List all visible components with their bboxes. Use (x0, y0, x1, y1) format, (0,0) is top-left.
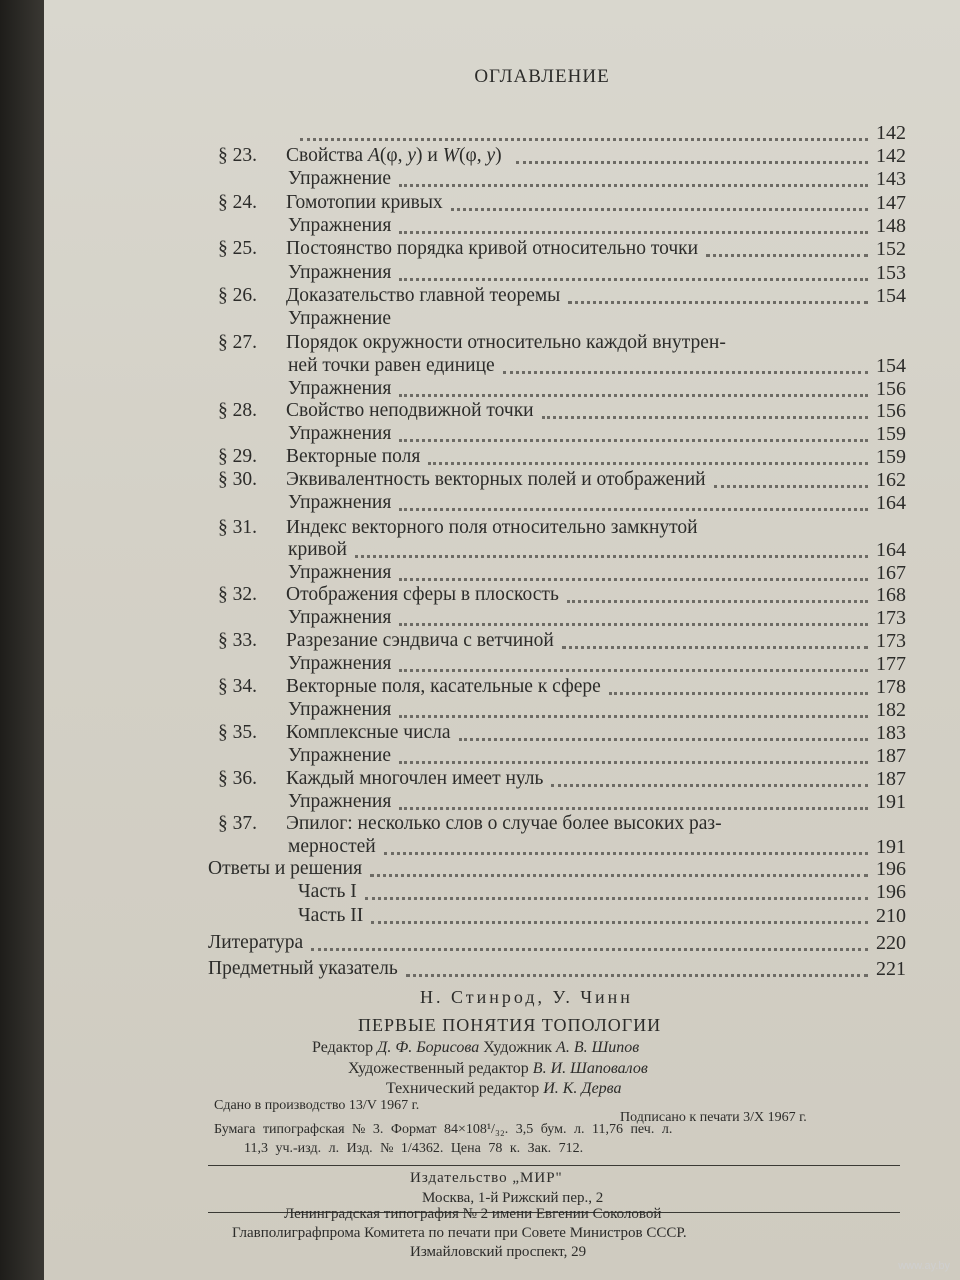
print-paper-format: Бумага типографская № 3. Формат 84×108¹/₃₂. 3,5 бум. л. 11,76 печ. л. (214, 1122, 673, 1137)
toc-entry-title: Доказательство главной теоремы (286, 285, 561, 306)
toc-page-number: 142 (876, 122, 906, 144)
toc-leader-dots (568, 279, 868, 304)
toc-page-number: 221 (876, 958, 906, 980)
toc-leader-dots (459, 716, 868, 741)
toc-page-number: 147 (876, 192, 906, 214)
colophon-authors: Н. Стинрод, У. Чинн (420, 987, 633, 1007)
toc-page-number: 187 (876, 768, 906, 790)
printer-line-2: Главполиграфпрома Комитета по печати при Совете Министров СССР. (232, 1225, 687, 1241)
toc-page-number: 167 (876, 562, 906, 584)
toc-page-number: 196 (876, 881, 906, 903)
toc-entry-title: Упражнение (288, 168, 392, 189)
toc-leader-dots (399, 209, 868, 234)
toc-page-number: 154 (876, 285, 906, 307)
toc-leader-dots (516, 139, 868, 164)
toc-page-number: 159 (876, 446, 906, 468)
toc-page-number: 183 (876, 722, 906, 744)
toc-leader-dots (567, 578, 868, 603)
toc-entry-title: Гомотопии кривых (286, 192, 443, 213)
toc-entry-title: Порядок окружности относительно каждой внутрен- (286, 332, 726, 353)
toc-section-number: § 23. (218, 145, 257, 166)
toc-entry-title: Упражнения (288, 262, 392, 283)
toc-entry-title: Предметный указатель (208, 958, 398, 979)
toc-leader-dots (355, 533, 868, 558)
toc-leader-dots (406, 952, 868, 977)
toc-entry-title: Упражнения (288, 699, 392, 720)
toc-leader-dots (428, 440, 868, 465)
printer-line-3: Измайловский проспект, 29 (410, 1244, 587, 1260)
toc-entry (0, 932, 960, 954)
toc-page-number: 164 (876, 492, 906, 514)
toc-entry-title: Свойства A(φ, y) и W(φ, y) (286, 145, 502, 166)
toc-leader-dots (311, 926, 868, 951)
toc-section-number: § 36. (218, 768, 257, 789)
toc-entry-title: мерностей (288, 836, 376, 857)
colophon-editor (312, 1039, 639, 1057)
toc-page-number: 162 (876, 469, 906, 491)
toc-section-number: § 29. (218, 446, 257, 467)
toc-entry-title: Разрезание сэндвича с ветчиной (286, 630, 554, 651)
toc-entry-title: Упражнения (288, 423, 392, 444)
toc-section-number: § 27. (218, 332, 257, 353)
toc-entry-title: Упражнения (288, 653, 392, 674)
toc-entry-title: Эпилог: несколько слов о случае более высоких раз- (286, 813, 722, 834)
toc-section-number: § 37. (218, 813, 257, 834)
toc-page-number: 191 (876, 791, 906, 813)
toc-leader-dots (399, 162, 868, 187)
toc-entry (0, 905, 960, 927)
toc-page-number: 191 (876, 836, 906, 858)
art-editor-label: Художественный редактор (348, 1060, 529, 1077)
toc-section-number: § 33. (218, 630, 257, 651)
toc-entry-title: Упражнение (288, 745, 392, 766)
toc-leader-dots (399, 693, 868, 718)
toc-leader-dots (714, 463, 868, 488)
toc-leader-dots (399, 739, 868, 764)
toc-entry-title: Литература (208, 932, 304, 953)
toc-page-number: 154 (876, 355, 906, 377)
toc-entry-title: Упражнения (288, 378, 392, 399)
printer-line-1: Ленинградская типография № 2 имени Евгении Соколовой (284, 1206, 662, 1222)
toc-section-number: § 30. (218, 469, 257, 490)
toc-leader-dots (551, 762, 868, 787)
toc-section-number: § 26. (218, 285, 257, 306)
toc-leader-dots (399, 417, 868, 442)
toc-page-number: 182 (876, 699, 906, 721)
toc-section-number: § 32. (218, 584, 257, 605)
toc-page-number: 143 (876, 168, 906, 190)
toc-entry-title: Каждый многочлен имеет нуль (286, 768, 544, 789)
toc-leader-dots (300, 116, 868, 141)
toc-entry-title: Упражнение (288, 308, 392, 329)
toc-leader-dots (399, 486, 868, 511)
toc-leader-dots (399, 601, 868, 626)
toc-page-number: 177 (876, 653, 906, 675)
colophon-divider-top (208, 1165, 900, 1166)
toc-entry (0, 308, 960, 330)
toc-leader-dots (399, 256, 868, 281)
toc-leader-dots (706, 232, 868, 257)
toc-section-number: § 35. (218, 722, 257, 743)
toc-heading: ОГЛАВЛЕНИЕ (474, 66, 610, 87)
toc-page-number: 187 (876, 745, 906, 767)
artist-label: Художник (483, 1039, 553, 1056)
toc-leader-dots (503, 349, 868, 374)
toc-entry (0, 492, 960, 514)
toc-section-number: § 25. (218, 238, 257, 259)
colophon-tech-editor (386, 1080, 622, 1098)
toc-page-number: 210 (876, 905, 906, 927)
toc-entry (0, 791, 960, 813)
toc-leader-dots (399, 785, 868, 810)
publisher-address: Москва, 1-й Рижский пер., 2 (422, 1190, 604, 1206)
toc-entry-title: Упражнения (288, 492, 392, 513)
toc-entry-title: ней точки равен единице (288, 355, 495, 376)
toc-entry-title: Упражнения (288, 215, 392, 236)
toc-page-number: 152 (876, 238, 906, 260)
toc-entry-title: Упражнения (288, 562, 392, 583)
toc-entry-title: Упражнения (288, 791, 392, 812)
toc-page-number: 159 (876, 423, 906, 445)
toc-page-number: 164 (876, 539, 906, 561)
tech-editor-label: Технический редактор (386, 1080, 540, 1097)
toc-entry-title: Часть II (298, 905, 364, 926)
toc-page-number: 148 (876, 215, 906, 237)
toc-page-number: 196 (876, 858, 906, 880)
toc-entry-title: Векторные поля, касательные к сфере (286, 676, 601, 697)
print-edition-info: 11,3 уч.-изд. л. Изд. № 1/4362. Цена 78 к. Зак. 712. (244, 1141, 584, 1156)
toc-leader-dots (609, 670, 868, 695)
toc-entry-title: Упражнения (288, 607, 392, 628)
toc-entry-title: Индекс векторного поля относительно замкнутой (286, 517, 698, 538)
toc-page-number: 153 (876, 262, 906, 284)
toc-leader-dots (562, 624, 868, 649)
toc-entry-title: Отображения сферы в плоскость (286, 584, 559, 605)
artist-name: А. В. Шипов (556, 1039, 640, 1056)
toc-leader-dots (370, 852, 868, 877)
toc-entry (0, 285, 960, 307)
toc-page-number: 220 (876, 932, 906, 954)
toc-entry-title: Комплексные числа (286, 722, 451, 743)
toc-entry-title: Свойство неподвижной точки (286, 400, 534, 421)
toc-entry-title: кривой (288, 539, 347, 560)
print-date-submitted: Сдано в производство 13/V 1967 г. (214, 1098, 420, 1113)
editor-name: Д. Ф. Борисова (377, 1039, 480, 1056)
toc-leader-dots (542, 394, 868, 419)
print-date-signed: Подписано к печати 3/X 1967 г. (620, 1110, 807, 1125)
toc-leader-dots (371, 899, 868, 924)
art-editor-name: В. И. Шаповалов (532, 1060, 648, 1077)
editor-label: Редактор (312, 1039, 374, 1056)
watermark: www.ay.by (898, 1260, 950, 1272)
toc-page-number: 173 (876, 630, 906, 652)
toc-page-number: 156 (876, 400, 906, 422)
tech-editor-name: И. К. Дерва (543, 1080, 622, 1097)
toc-page-number: 168 (876, 584, 906, 606)
toc-page-number: 178 (876, 676, 906, 698)
toc-entry-title: Векторные поля (286, 446, 421, 467)
toc-leader-dots (365, 875, 868, 900)
toc-entry-title: Ответы и решения (208, 858, 363, 879)
colophon-art-editor (348, 1060, 648, 1078)
toc-page-number: 173 (876, 607, 906, 629)
toc-entry (0, 958, 960, 980)
toc-leader-dots (451, 186, 868, 211)
colophon-book-title: ПЕРВЫЕ ПОНЯТИЯ ТОПОЛОГИИ (358, 1015, 662, 1035)
toc-page-number: 142 (876, 145, 906, 167)
toc-entry-title: Часть I (298, 881, 357, 902)
toc-page-number: 156 (876, 378, 906, 400)
toc-section-number: § 34. (218, 676, 257, 697)
toc-leader-dots (399, 647, 868, 672)
toc-section-number: § 31. (218, 517, 257, 538)
toc-entry-title: Постоянство порядка кривой относительно точки (286, 238, 699, 259)
toc-section-number: § 24. (218, 192, 257, 213)
publisher-name: Издательство „МИР" (410, 1170, 563, 1186)
toc-entry-title: Эквивалентность векторных полей и отображений (286, 469, 706, 490)
toc-section-number: § 28. (218, 400, 257, 421)
